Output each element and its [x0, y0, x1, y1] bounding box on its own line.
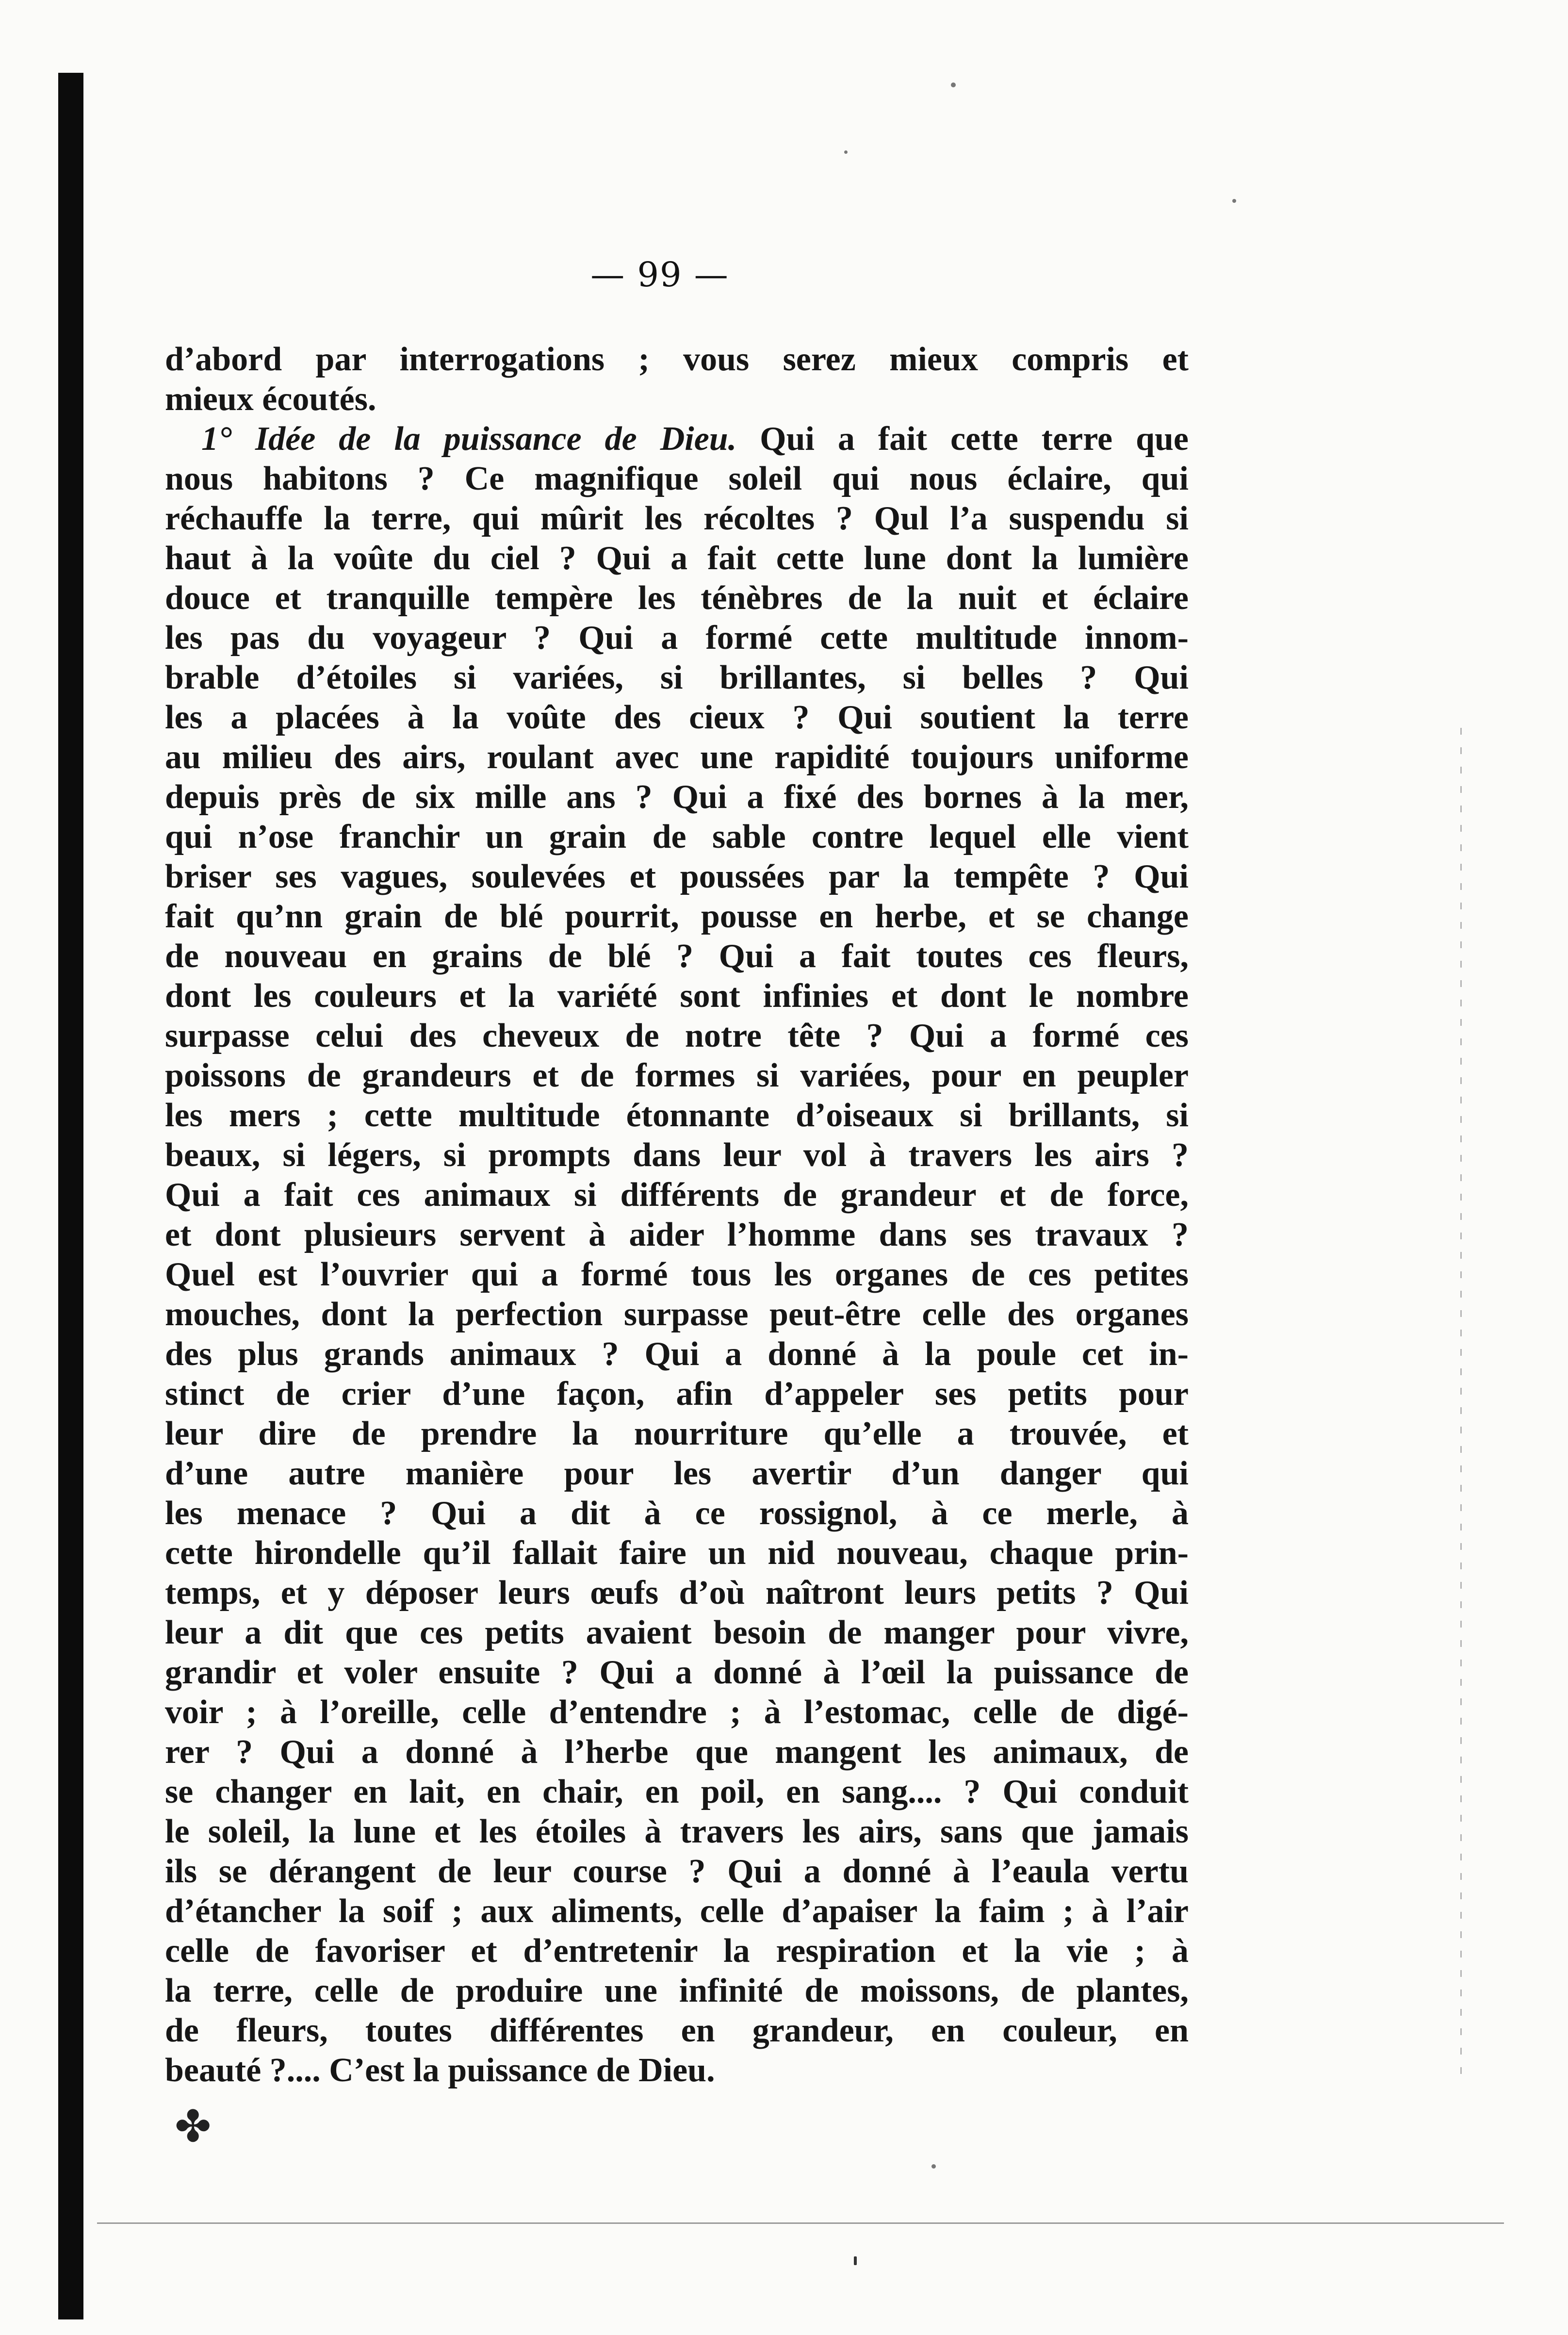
text-line: leur dire de prendre la nourriture qu’elle a trouvée, et [165, 1415, 1189, 1452]
text-line: Quel est l’ouvrier qui a formé tous les organes de ces petites [165, 1256, 1189, 1293]
binding-shadow [58, 73, 83, 2319]
text-line: de fleurs, toutes différentes en grandeur, en couleur, en [165, 2012, 1189, 2049]
paper-speck [1232, 199, 1236, 203]
text-line: les a placées à la voûte des cieux ? Qui soutient la terre [165, 699, 1189, 736]
text-line: d’abord par interrogations ; vous serez mieux compris et [165, 341, 1189, 378]
text-line: poissons de grandeurs et de formes si variées, pour en peupler [165, 1057, 1189, 1094]
text-line: des plus grands animaux ? Qui a donné à la poule cet in- [165, 1335, 1189, 1373]
text-line: nous habitons ? Ce magnifique soleil qui nous éclaire, qui [165, 460, 1189, 497]
text-line: voir ; à l’oreille, celle d’entendre ; à l’estomac, celle de digé- [165, 1694, 1189, 1731]
text-line: brable d’étoiles si variées, si brillantes, si belles ? Qui [165, 659, 1189, 696]
text-line: dont les couleurs et la variété sont infinies et dont le nombre [165, 977, 1189, 1015]
text-line: d’une autre manière pour les avertir d’un danger qui [165, 1455, 1189, 1492]
body-text [165, 340, 1189, 2090]
bottom-rule [97, 2222, 1504, 2224]
text-line: le soleil, la lune et les étoiles à travers les airs, sans que jamais [165, 1813, 1189, 1850]
text-line: temps, et y déposer leurs œufs d’où naîtront leurs petits ? Qui [165, 1574, 1189, 1611]
text-line: leur a dit que ces petits avaient besoin de manger pour vivre, [165, 1614, 1189, 1651]
text-line: celle de favoriser et d’entretenir la respiration et la vie ; à [165, 1932, 1189, 1970]
text-line: douce et tranquille tempère les ténèbres de la nuit et éclaire [165, 579, 1189, 617]
text-line: d’étancher la soif ; aux aliments, celle d’apaiser la faim ; à l’air [165, 1892, 1189, 1930]
text-line: réchauffe la terre, qui mûrit les récoltes ? Qul l’a suspendu si [165, 500, 1189, 537]
paper-speck [844, 150, 848, 154]
text-line: la terre, celle de produire une infinité de moissons, de plantes, [165, 1972, 1189, 2009]
text-line: beaux, si légers, si prompts dans leur vol à travers les airs ? [165, 1136, 1189, 1174]
text-line: et dont plusieurs servent à aider l’homme dans ses travaux ? [165, 1216, 1189, 1253]
text-line: qui n’ose franchir un grain de sable contre lequel elle vient [165, 818, 1189, 855]
text-line: au milieu des airs, roulant avec une rapidité toujours uniforme [165, 739, 1189, 776]
text-line: stinct de crier d’une façon, afin d’appeler ses petits pour [165, 1375, 1189, 1413]
text-line: grandir et voler ensuite ? Qui a donné à l’œil la puissance de [165, 1654, 1189, 1691]
text-line: mieux écoutés. [165, 380, 376, 418]
text-line: Qui a fait ces animaux si différents de grandeur et de force, [165, 1176, 1189, 1214]
text-line: ils se dérangent de leur course ? Qui a donné à l’eaula vertu [165, 1853, 1189, 1890]
text-line: les menace ? Qui a dit à ce rossignol, à ce merle, à [165, 1495, 1189, 1532]
section-heading-line [165, 419, 1189, 459]
text-line: de nouveau en grains de blé ? Qui a fait toutes ces fleurs, [165, 937, 1189, 975]
text-line: cette hirondelle qu’il fallait faire un nid nouveau, chaque prin- [165, 1534, 1189, 1572]
text-line-continuation: Qui a fait cette terre que [736, 420, 1189, 458]
text-line: les mers ; cette multitude étonnante d’oiseaux si brillants, si [165, 1097, 1189, 1134]
printer-ornament-icon: ✤ [175, 2101, 212, 2152]
text-line: fait qu’nn grain de blé pourrit, pousse en herbe, et se change [165, 898, 1189, 935]
text-line: les pas du voyageur ? Qui a formé cette multitude innom- [165, 619, 1189, 657]
text-line: mouches, dont la perfection surpasse peut-être celle des organes [165, 1296, 1189, 1333]
page-number: — 99 — [590, 255, 729, 295]
text-line: rer ? Qui a donné à l’herbe que mangent les animaux, de [165, 1733, 1189, 1771]
text-line: beauté ?.... C’est la puissance de Dieu. [165, 2052, 715, 2089]
paper-speck [854, 2256, 857, 2265]
text-line: surpasse celui des cheveux de notre tête ? Qui a formé ces [165, 1017, 1189, 1054]
paper-speck [931, 2164, 936, 2169]
text-line: haut à la voûte du ciel ? Qui a fait cette lune dont la lumière [165, 540, 1189, 577]
text-line: briser ses vagues, soulevées et poussées par la tempête ? Qui [165, 858, 1189, 895]
side-rule [1460, 728, 1462, 2087]
text-line: se changer en lait, en chair, en poil, en sang.... ? Qui conduit [165, 1773, 1189, 1810]
section-heading: 1° Idée de la puissance de Dieu. [201, 420, 737, 458]
paper-speck [951, 82, 956, 87]
text-line: depuis près de six mille ans ? Qui a fixé des bornes à la mer, [165, 778, 1189, 816]
